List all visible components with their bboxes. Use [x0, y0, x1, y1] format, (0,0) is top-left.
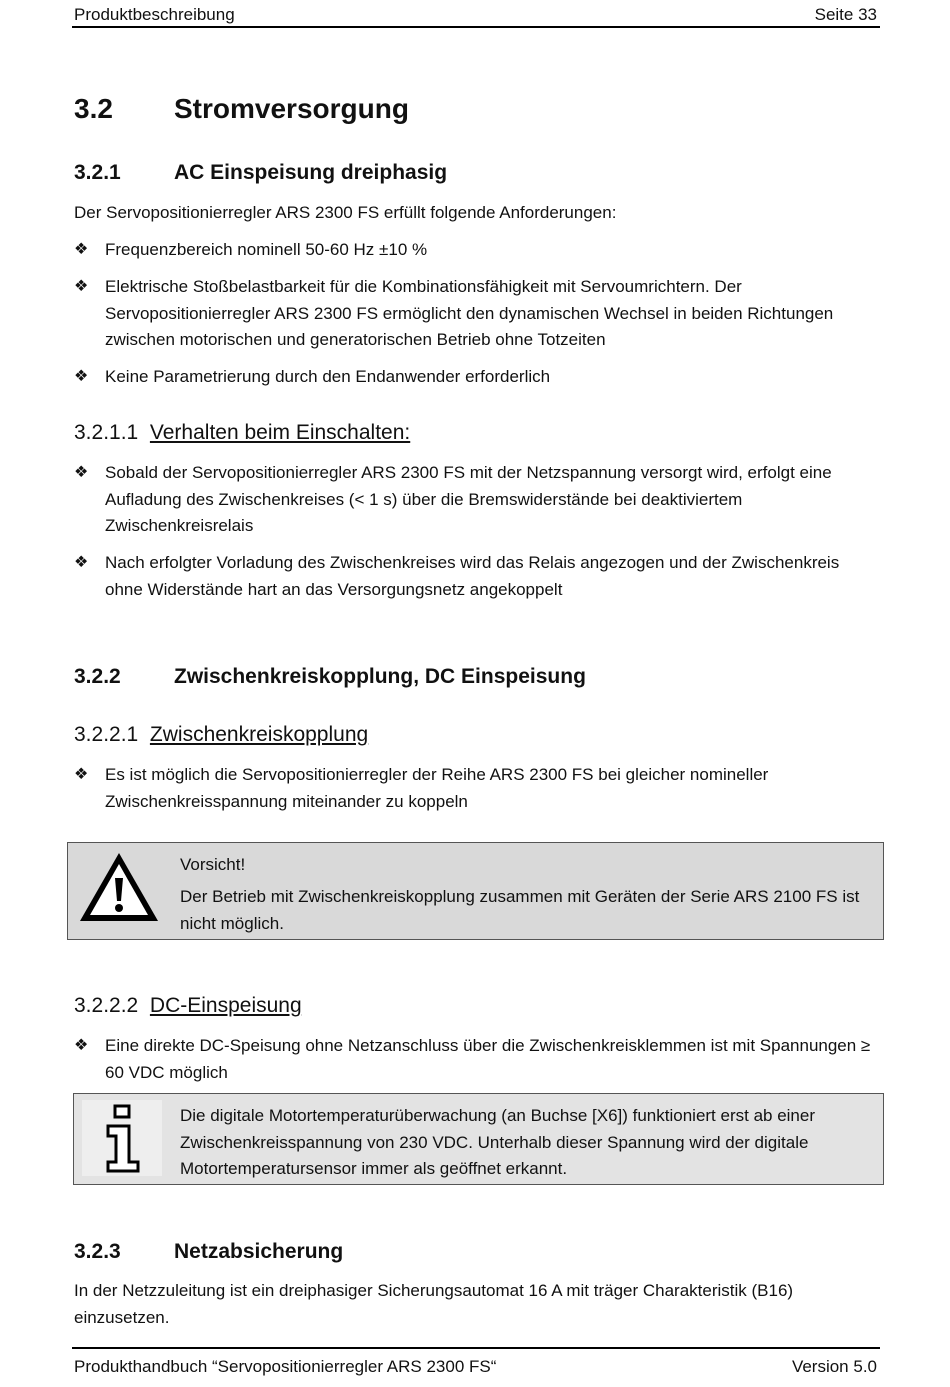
diamond-bullet-icon: ❖ — [74, 368, 89, 385]
section-title: Zwischenkreiskopplung — [149, 723, 369, 746]
section-number: 3.2.3 — [74, 1240, 121, 1263]
diamond-bullet-icon: ❖ — [74, 766, 89, 783]
info-box — [73, 1093, 884, 1185]
info-text: Die digitale Motortemperaturüberwachung (an Buchse [X6]) funktioniert erst ab einer Zwischenkreisspannung von 230 VDC. Unterhalb dieser Spannung wird der digitale Motortemperatursensor immer als geöffnet erkannt. — [180, 1106, 816, 1178]
section-number: 3.2 — [74, 93, 113, 124]
section-text: In der Netzzuleitung ist ein dreiphasiger Sicherungsautomat 16 A mit träger Charakteristik (B16) einzusetzen. — [74, 1281, 794, 1327]
section-title: DC-Einspeisung — [149, 994, 302, 1017]
section-heading-3-2-2-2 — [74, 994, 302, 1018]
section-number: 3.2.2 — [74, 665, 121, 688]
section-title: Netzabsicherung — [174, 1240, 344, 1263]
list-item: ❖ Nach erfolgter Vorladung des Zwischenkreises wird das Relais angezogen und der Zwischenkreis ohne Widerstände hart an das Versorgungsnetz angekoppelt — [74, 550, 874, 603]
list-item: ❖ Elektrische Stoßbelastbarkeit für die Kombinationsfähigkeit mit Servoumrichtern. Der Servopositionierregler ARS 2300 FS ermöglicht den dynamischen Wechsel in beiden Richtungen zwischen motorischen und generatorischen Betrieb ohne Totzeiten — [74, 274, 874, 354]
section-number: 3.2.2.2 — [74, 994, 139, 1017]
section-heading-3-2-2-1 — [74, 723, 368, 747]
diamond-bullet-icon: ❖ — [74, 278, 89, 295]
list-item: ❖ Eine direkte DC-Speisung ohne Netzanschluss über die Zwischenkreisklemmen ist mit Spannungen ≥ 60 VDC möglich — [74, 1033, 874, 1086]
section-heading-3-2-1-1 — [74, 421, 410, 445]
list-item: ❖ Frequenzbereich nominell 50-60 Hz ±10 % — [74, 237, 874, 264]
section-title: Stromversorgung — [174, 93, 409, 124]
list-item: ❖ Keine Parametrierung durch den Endanwender erforderlich — [74, 364, 874, 391]
section-heading-3-2 — [74, 93, 409, 125]
warning-box — [67, 842, 884, 940]
section-number: 3.2.1 — [74, 161, 121, 184]
section-title: Zwischenkreiskopplung, DC Einspeisung — [174, 665, 586, 688]
warning-title: Vorsicht! — [180, 855, 246, 874]
section-heading-3-2-1 — [74, 161, 447, 185]
header-left: Produktbeschreibung — [74, 5, 235, 24]
section-heading-3-2-2 — [74, 665, 586, 689]
header-rule — [72, 26, 880, 28]
footer-version: Version 5.0 — [791, 1357, 877, 1376]
intro-text: Der Servopositionierregler ARS 2300 FS erfüllt folgende Anforderungen: — [74, 203, 617, 222]
header-page-number: Seite 33 — [814, 5, 877, 24]
diamond-bullet-icon: ❖ — [74, 1037, 89, 1054]
diamond-bullet-icon: ❖ — [74, 554, 89, 571]
section-number: 3.2.2.1 — [74, 723, 139, 746]
section-heading-3-2-3 — [74, 1240, 343, 1264]
section-number: 3.2.1.1 — [74, 421, 139, 444]
info-icon — [82, 1100, 162, 1176]
diamond-bullet-icon: ❖ — [74, 464, 89, 481]
footer-rule — [72, 1347, 880, 1349]
section-title: Verhalten beim Einschalten: — [149, 421, 411, 444]
section-title: AC Einspeisung dreiphasig — [174, 161, 448, 184]
warning-text: Der Betrieb mit Zwischenkreiskopplung zusammen mit Geräten der Serie ARS 2100 FS ist nicht möglich. — [180, 887, 860, 933]
diamond-bullet-icon: ❖ — [74, 241, 89, 258]
list-item: ❖ Es ist möglich die Servopositionierregler der Reihe ARS 2300 FS bei gleicher nomineller Zwischenkreisspannung miteinander zu koppeln — [74, 762, 874, 815]
warning-triangle-icon — [77, 850, 161, 924]
footer-left: Produkthandbuch “Servopositionierregler ARS 2300 FS“ — [74, 1357, 497, 1376]
list-item: ❖ Sobald der Servopositionierregler ARS 2300 FS mit der Netzspannung versorgt wird, erfolgt eine Aufladung des Zwischenkreises (< 1 s) über die Bremswiderstände bei deaktiviertem Zwischenkreisrelais — [74, 460, 874, 540]
